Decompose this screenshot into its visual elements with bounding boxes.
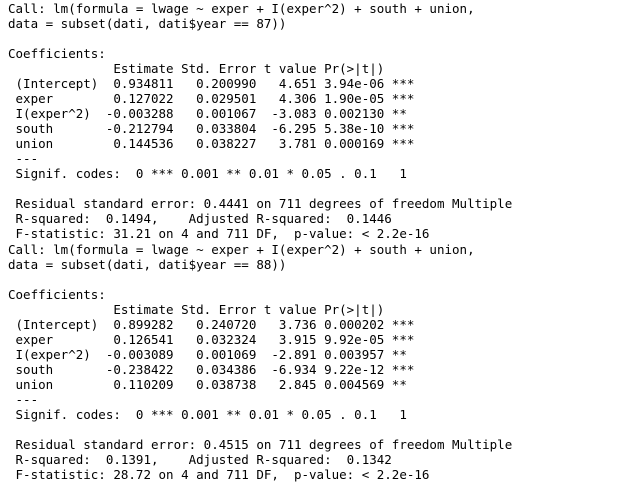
- coefficient-row: union 0.110209 0.038738 2.845 0.004569 **: [8, 377, 407, 392]
- coefficient-row: I(exper^2) -0.003089 0.001069 -2.891 0.003957 **: [8, 347, 407, 362]
- call-line-continuation: data = subset(dati, dati$year == 87)): [8, 16, 287, 31]
- f-statistic-line: F-statistic: 31.21 on 4 and 711 DF, p-value: < 2.2e-16: [8, 226, 430, 241]
- signif-codes: Signif. codes: 0 *** 0.001 ** 0.01 * 0.05 . 0.1 1: [8, 166, 407, 181]
- signif-codes: Signif. codes: 0 *** 0.001 ** 0.01 * 0.05 . 0.1 1: [8, 407, 407, 422]
- separator-line: ---: [8, 151, 39, 166]
- coefficients-header: Estimate Std. Error t value Pr(>|t|): [8, 302, 385, 317]
- f-statistic-line: F-statistic: 28.72 on 4 and 711 DF, p-value: < 2.2e-16: [8, 467, 430, 482]
- call-line-continuation: data = subset(dati, dati$year == 88)): [8, 257, 287, 272]
- blank-line: [0, 272, 622, 287]
- coefficient-row: exper 0.127022 0.029501 4.306 1.90e-05 ***: [8, 91, 415, 106]
- coefficient-row: (Intercept) 0.934811 0.200990 4.651 3.94e-06 ***: [8, 76, 415, 91]
- coefficient-row: (Intercept) 0.899282 0.240720 3.736 0.000202 ***: [8, 317, 415, 332]
- r-squared-line: R-squared: 0.1391, Adjusted R-squared: 0.1342: [8, 452, 392, 467]
- coefficients-title: Coefficients:: [8, 287, 106, 302]
- coefficient-row: I(exper^2) -0.003288 0.001067 -3.083 0.002130 **: [8, 106, 407, 121]
- call-line: Call: lm(formula = lwage ~ exper + I(exper^2) + south + union,: [8, 242, 475, 257]
- r-squared-line: R-squared: 0.1494, Adjusted R-squared: 0.1446: [8, 211, 392, 226]
- model-summary-88: [0, 242, 622, 482]
- residual-standard-error: Residual standard error: 0.4515 on 711 degrees of freedom Multiple: [8, 437, 513, 452]
- coefficient-row: south -0.212794 0.033804 -6.295 5.38e-10 ***: [8, 121, 415, 136]
- model-summary-87: [0, 1, 622, 241]
- coefficient-row: exper 0.126541 0.032324 3.915 9.92e-05 ***: [8, 332, 415, 347]
- residual-standard-error: Residual standard error: 0.4441 on 711 degrees of freedom Multiple: [8, 196, 513, 211]
- coefficients-header: Estimate Std. Error t value Pr(>|t|): [8, 61, 385, 76]
- separator-line: ---: [8, 392, 39, 407]
- blank-line: [0, 422, 622, 437]
- coefficient-row: union 0.144536 0.038227 3.781 0.000169 ***: [8, 136, 415, 151]
- blank-line: [0, 181, 622, 196]
- blank-line: [0, 31, 622, 46]
- call-line: Call: lm(formula = lwage ~ exper + I(exper^2) + south + union,: [8, 1, 475, 16]
- coefficients-title: Coefficients:: [8, 46, 106, 61]
- coefficient-row: south -0.238422 0.034386 -6.934 9.22e-12 ***: [8, 362, 415, 377]
